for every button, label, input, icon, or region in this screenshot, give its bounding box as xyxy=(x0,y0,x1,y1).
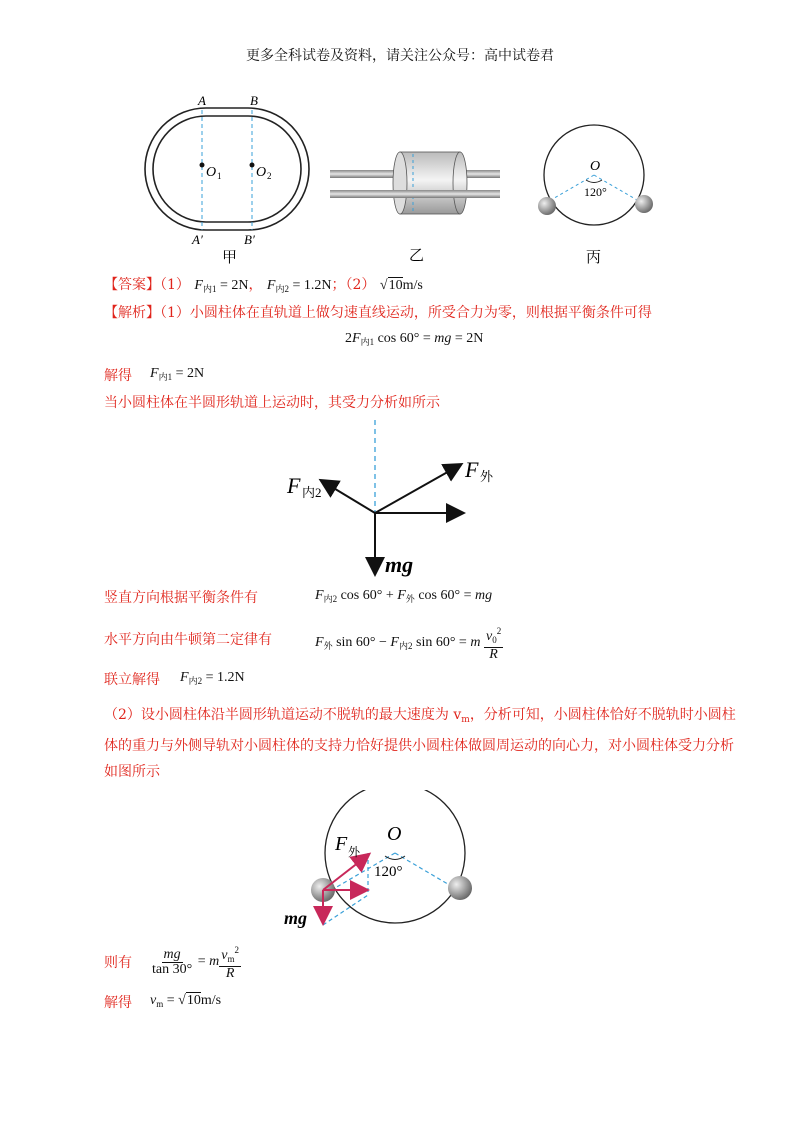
answer-tag: 【答案】 xyxy=(104,277,160,293)
label-o2: O xyxy=(256,165,267,180)
analysis-line1: 【解析】（1）小圆柱体在直轨道上做匀速直线运动，所受合力为零，则根据平衡条件可得 xyxy=(104,305,652,321)
outer-track xyxy=(145,108,309,230)
label-b: B xyxy=(250,93,258,108)
inner-track xyxy=(153,116,301,222)
svg-text:内2: 内2 xyxy=(302,485,322,500)
ball-right xyxy=(448,876,472,900)
circle-diagram xyxy=(280,790,510,940)
force-diagram xyxy=(270,415,510,585)
svg-text:mg: mg xyxy=(385,552,414,577)
combine-label: 联立解得 xyxy=(104,672,160,688)
svg-text:120°: 120° xyxy=(374,864,403,880)
f-out-arrow xyxy=(375,465,460,513)
vertical-label: 竖直方向根据平衡条件有 xyxy=(104,590,258,606)
f-in-arrow xyxy=(322,481,375,513)
svg-text:F: F xyxy=(335,833,348,855)
caption-bing: 丙 xyxy=(586,250,602,266)
figure-bing xyxy=(528,122,668,272)
svg-text:F: F xyxy=(287,473,301,498)
solve2-label: 解得 xyxy=(104,995,132,1011)
ball-right xyxy=(635,195,653,213)
caption-yi: 乙 xyxy=(409,248,425,264)
label-angle: 120° xyxy=(584,185,607,199)
label-o1: O xyxy=(206,165,217,180)
label-o: O xyxy=(590,159,601,174)
label-b-prime: B′ xyxy=(244,232,255,247)
svg-text:O: O xyxy=(387,823,402,845)
analysis-line2: 当小圆柱体在半圆形轨道上运动时，其受力分析如所示 xyxy=(104,395,440,411)
then-eq: $\frac{mg}{\tan 30^\circ}$ = m $\frac{v_m^2}{R}$ xyxy=(152,945,239,981)
caption-jia: 甲 xyxy=(222,250,238,266)
equation-1: $2F_{内1}$ cos 60° = mg = 2N xyxy=(345,331,484,347)
solve1-label: 解得 xyxy=(104,368,132,384)
cylinder-end xyxy=(393,152,407,214)
solve2-eq: $v_m = √10m/s$ xyxy=(150,993,222,1009)
point-o2 xyxy=(250,163,255,168)
figure-yi xyxy=(325,140,505,270)
answer-line: 【答案】（1） $F_{内1} = 2N$， $F_{内2} = 1.2N$；（2） √10m/s xyxy=(104,277,423,294)
then-label: 则有 xyxy=(104,955,132,971)
analysis-tag: 【解析】 xyxy=(104,305,160,321)
point-o1 xyxy=(200,163,205,168)
horizontal-label: 水平方向由牛顿第二定律有 xyxy=(104,632,272,648)
vertical-eq: $F_{内2}$ $\cos 60^\circ + F_外$ cos 60° = mg xyxy=(315,588,493,604)
svg-text:外: 外 xyxy=(480,469,494,484)
label-a: A xyxy=(198,93,206,108)
horizontal-eq: $F_外$ $\sin 60^\circ - F_{内2}$ sin 60° = m $\frac{v_0^2}{R}$ xyxy=(315,626,502,662)
circle-track xyxy=(325,790,465,923)
ball-left xyxy=(538,197,556,215)
label-o2-sub: 2 xyxy=(267,171,272,181)
cylinder-body xyxy=(400,152,460,214)
label-a-prime: A′ xyxy=(192,232,203,247)
svg-text:外: 外 xyxy=(348,845,361,859)
svg-text:mg: mg xyxy=(284,908,308,928)
part2-paragraph: （2）设小圆柱体沿半圆形轨道运动不脱轨的最大速度为 $v_m$，分析可知，小圆柱体恰好不脱轨时小圆柱体的重力与外侧导轨对小圆柱体的支持力恰好提供小圆柱体做圆周运动的向心力，对小圆柱体受力分析如图所示 xyxy=(104,707,736,780)
combine-eq: $F_{内2} = 1.2N$ xyxy=(180,670,245,686)
figure-jia xyxy=(140,92,320,267)
svg-text:F: F xyxy=(465,457,479,482)
rail-front xyxy=(330,190,500,198)
solve1-eq: $F_{内1} = 2N$ xyxy=(150,366,205,382)
label-o1-sub: 1 xyxy=(217,171,222,181)
page-header: 更多全科试卷及资料，请关注公众号：高中试卷君 xyxy=(246,48,554,64)
